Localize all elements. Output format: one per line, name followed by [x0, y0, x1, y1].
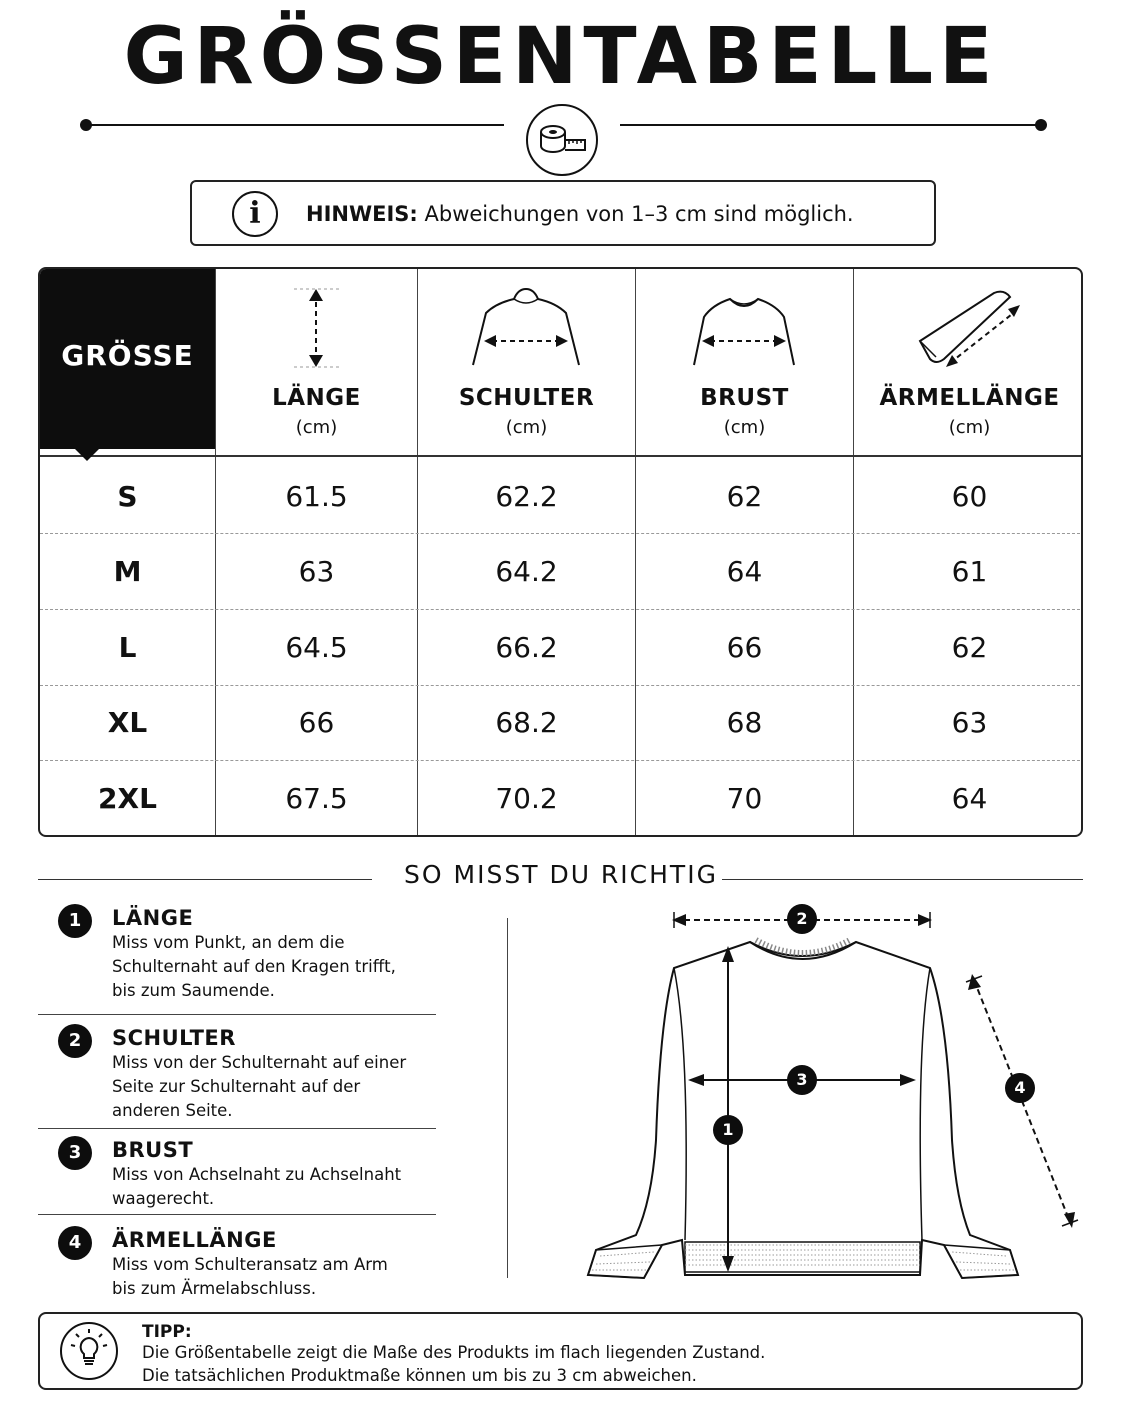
sweater-diagram [570, 900, 1090, 1299]
value-cell: 62 [726, 480, 763, 513]
column-header-length [216, 269, 417, 455]
step-line: Miss vom Punkt, an dem die [112, 933, 345, 952]
column-header-chest [636, 269, 853, 455]
step-number: 3 [58, 1136, 92, 1170]
info-icon: i [232, 191, 278, 237]
step-line: bis zum Ärmelabschluss. [112, 1279, 317, 1298]
diagram-marker-4: 4 [1005, 1073, 1035, 1103]
step-line: anderen Seite. [112, 1101, 233, 1120]
diagram-marker-2: 2 [787, 904, 817, 934]
column-label: SCHULTER [458, 385, 595, 411]
value-cell: 66 [298, 706, 335, 739]
column-unit: (cm) [723, 417, 766, 438]
size-header-pointer [73, 447, 101, 461]
step-title: BRUST [112, 1138, 194, 1162]
tip-text [142, 1341, 765, 1387]
step-description [112, 1253, 432, 1301]
size-cell: XL [107, 706, 148, 739]
step-line: Schulternaht auf den Kragen trifft, [112, 957, 396, 976]
section-rule-right [722, 879, 1083, 880]
length-arrow-icon [216, 283, 417, 373]
step-description [112, 931, 432, 1003]
tip-title: TIPP: [142, 1322, 192, 1342]
value-cell: 66 [726, 631, 763, 664]
column-header-shoulder [418, 269, 635, 455]
chest-icon [636, 283, 853, 373]
note-label: HINWEIS: [306, 202, 418, 226]
column-label: LÄNGE [272, 385, 361, 411]
step-divider [38, 1214, 436, 1215]
step-title: LÄNGE [112, 906, 194, 930]
column-label: ÄRMELLÄNGE [879, 385, 1060, 411]
value-cell: 60 [951, 480, 988, 513]
column-unit: (cm) [505, 417, 548, 438]
value-cell: 64 [726, 555, 763, 588]
value-cell: 68.2 [495, 706, 558, 739]
note-text [306, 202, 854, 226]
step-line: Miss von Achselnaht zu Achselnaht [112, 1165, 402, 1184]
size-column-header: GRÖSSE [40, 269, 215, 449]
section-title: SO MISST DU RICHTIG [404, 860, 718, 889]
tip-box [38, 1312, 1083, 1390]
step-line: Miss von der Schulternaht auf einer [112, 1053, 407, 1072]
value-cell: 62.2 [495, 480, 558, 513]
step-number: 2 [58, 1024, 92, 1058]
value-cell: 64.5 [285, 631, 348, 664]
tip-line: Die tatsächlichen Produktmaße können um bis zu 3 cm abweichen. [142, 1366, 697, 1385]
sleeve-icon [854, 283, 1083, 373]
rule-dot-right [1035, 119, 1047, 131]
value-cell: 63 [951, 706, 988, 739]
step-divider [38, 1014, 436, 1015]
value-cell: 64 [951, 782, 988, 815]
measuring-tape-icon [526, 104, 598, 176]
header-divider [40, 455, 1083, 457]
shoulder-icon [418, 283, 635, 373]
step-description [112, 1163, 432, 1211]
size-cell: S [117, 480, 138, 513]
value-cell: 61.5 [285, 480, 348, 513]
step-line: Miss vom Schulteransatz am Arm [112, 1255, 388, 1274]
tip-line: Die Größentabelle zeigt die Maße des Produkts im flach liegenden Zustand. [142, 1343, 766, 1362]
value-cell: 67.5 [285, 782, 348, 815]
title-rule-left [86, 124, 504, 126]
sweater-outline [588, 942, 1018, 1278]
column-header-sleeve [854, 269, 1083, 455]
page-title: GRÖSSENTABELLE [123, 12, 999, 102]
step-number: 1 [58, 904, 92, 938]
column-label: BRUST [700, 385, 789, 411]
step-title: SCHULTER [112, 1026, 236, 1050]
value-cell: 62 [951, 631, 988, 664]
size-cell: L [118, 631, 137, 664]
note-box [190, 180, 936, 246]
value-cell: 61 [951, 555, 988, 588]
value-cell: 70.2 [495, 782, 558, 815]
title-rule-right [620, 124, 1040, 126]
diagram-marker-1: 1 [713, 1115, 743, 1145]
step-number: 4 [58, 1226, 92, 1260]
step-line: bis zum Saumende. [112, 981, 275, 1000]
column-unit: (cm) [948, 417, 991, 438]
step-line: Seite zur Schulternaht auf der [112, 1077, 361, 1096]
value-cell: 63 [298, 555, 335, 588]
note-message: Abweichungen von 1–3 cm sind möglich. [424, 202, 854, 226]
value-cell: 64.2 [495, 555, 558, 588]
step-line: waagerecht. [112, 1189, 215, 1208]
step-description [112, 1051, 432, 1123]
size-table [38, 267, 1083, 837]
size-cell: 2XL [98, 782, 157, 815]
section-divider [507, 918, 508, 1278]
diagram-marker-3: 3 [787, 1065, 817, 1095]
value-cell: 68 [726, 706, 763, 739]
value-cell: 66.2 [495, 631, 558, 664]
lightbulb-icon [60, 1322, 118, 1380]
step-title: ÄRMELLÄNGE [112, 1228, 277, 1252]
value-cell: 70 [726, 782, 763, 815]
step-divider [38, 1128, 436, 1129]
size-cell: M [113, 555, 142, 588]
column-unit: (cm) [295, 417, 338, 438]
